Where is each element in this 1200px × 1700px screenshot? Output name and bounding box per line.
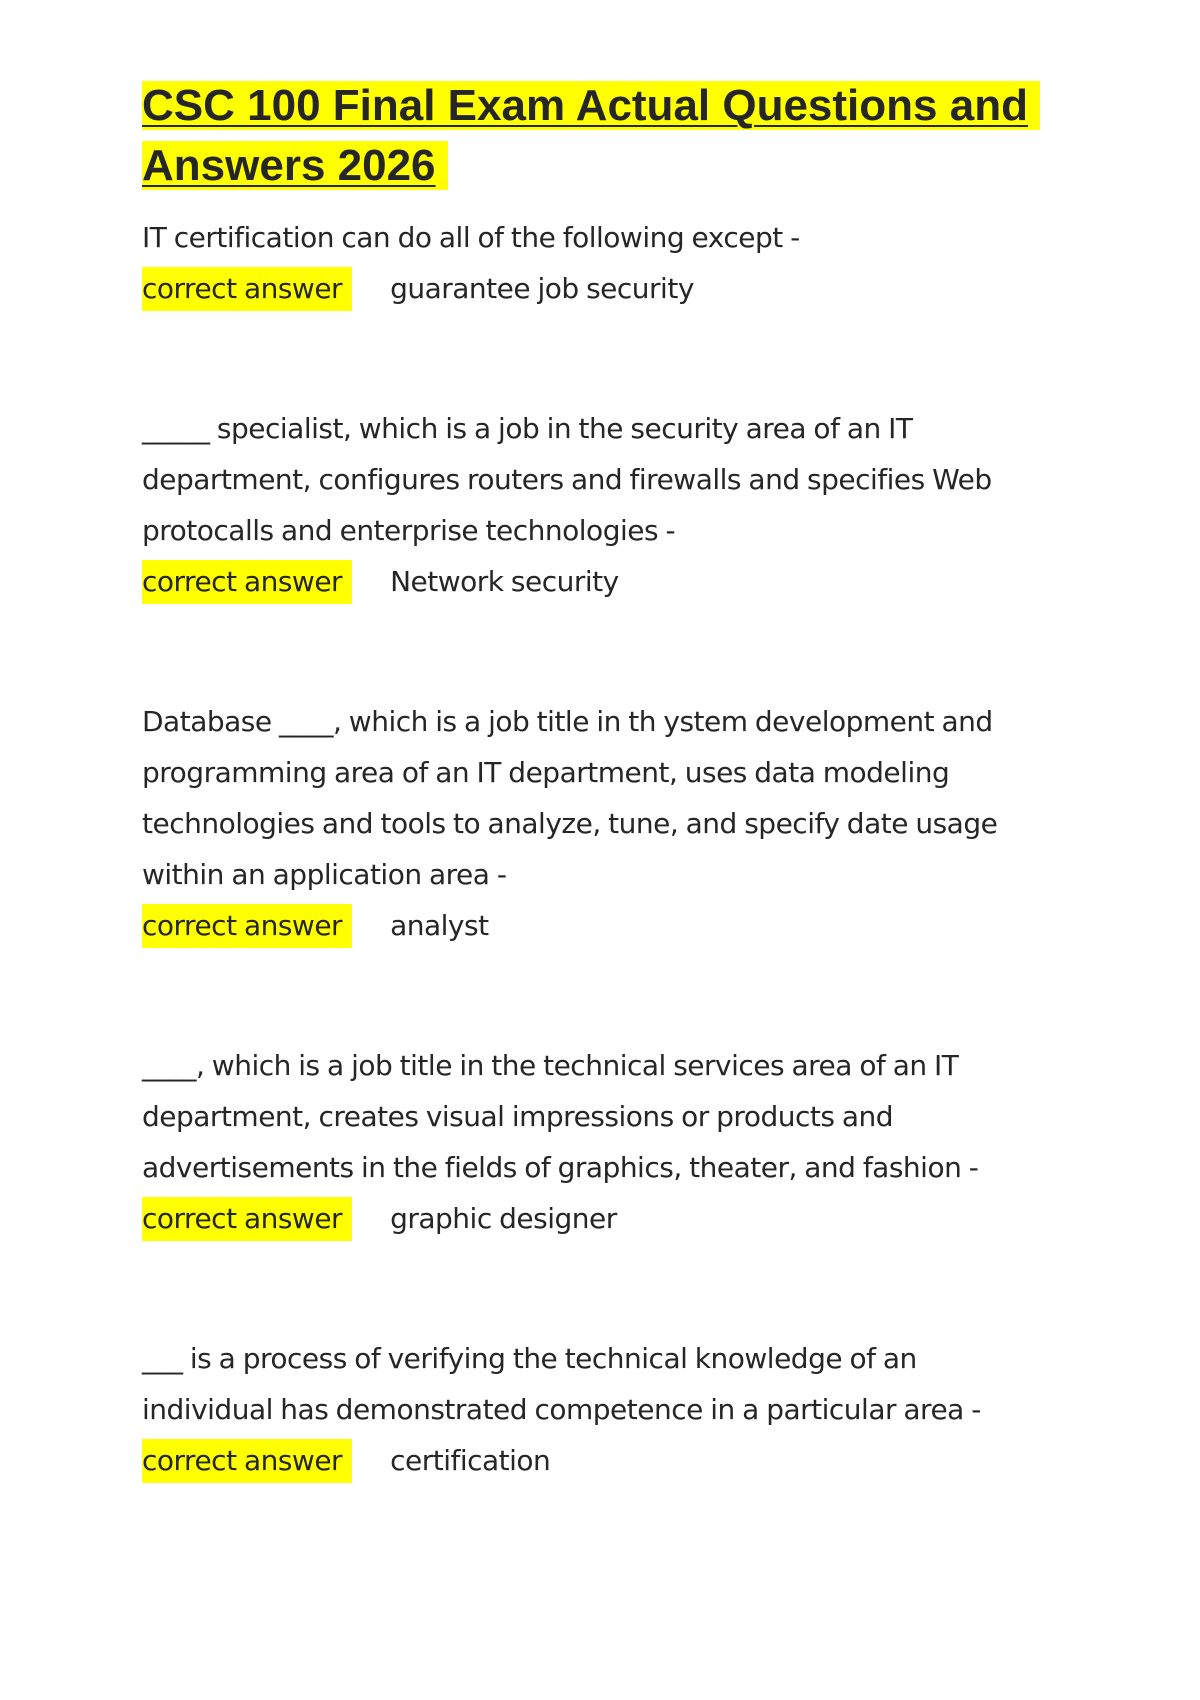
qa-item-5: [142, 1333, 1042, 1486]
answer-row: [142, 556, 1042, 607]
qa-item-3: [142, 696, 1042, 951]
qa-item-1: [142, 212, 1042, 314]
correct-answer-label: correct answer: [142, 1197, 352, 1241]
answer-text: analyst: [390, 909, 489, 942]
qa-item-4: [142, 1040, 1042, 1244]
question-text: IT certification can do all of the following except -: [142, 221, 800, 254]
question-text: ____, which is a job title in the technical services area of an IT department, creates visual impressions or products and advertisements in the fields of graphics, theater, and fashion -: [142, 1049, 979, 1184]
question-text: Database ____, which is a job title in th ystem development and programming area of an IT department, uses data modeling technologies and tools to analyze, tune, and specify date usage within an application area -: [142, 705, 998, 891]
question-text: _____ specialist, which is a job in the security area of an IT department, configures routers and firewalls and specifies Web protocalls and enterprise technologies -: [142, 412, 992, 547]
document-page: [142, 76, 1042, 1575]
answer-text: certification: [390, 1444, 551, 1477]
qa-item-2: [142, 403, 1042, 607]
question-text: ___ is a process of verifying the technical knowledge of an individual has demonstrated competence in a particular area -: [142, 1342, 981, 1426]
answer-row: [142, 900, 1042, 951]
document-title-text: CSC 100 Final Exam Actual Questions and Answers 2026: [142, 81, 1040, 190]
answer-text: graphic designer: [390, 1202, 617, 1235]
answer-text: guarantee job security: [390, 272, 694, 305]
answer-row: [142, 1193, 1042, 1244]
answer-row: [142, 263, 1042, 314]
answer-text: Network security: [390, 565, 619, 598]
answer-row: [142, 1435, 1042, 1486]
correct-answer-label: correct answer: [142, 560, 352, 604]
correct-answer-label: correct answer: [142, 904, 352, 948]
correct-answer-label: correct answer: [142, 1439, 352, 1483]
correct-answer-label: correct answer: [142, 267, 352, 311]
document-title: [142, 76, 1042, 196]
